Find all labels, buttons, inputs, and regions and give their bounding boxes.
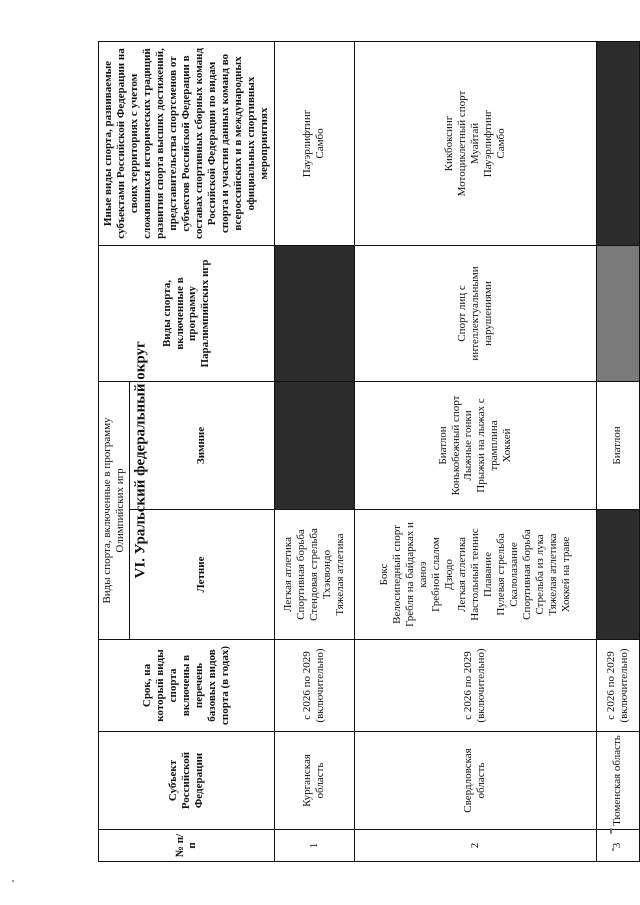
list-item: Хоккей [501,428,514,463]
row-winter [596,381,639,509]
row-subject: Курганская область [274,732,354,830]
list-item: Спортивная борьба [520,529,533,620]
row-other-empty [596,41,639,245]
list-item: Пулевая стрельба [494,533,507,616]
row-summer [354,510,596,640]
list-item: Биатлон [436,426,449,465]
list-item: Гребной слалом [430,537,443,612]
scan-speck [612,848,614,851]
header-summer: Летние [129,510,274,640]
list-item: Муайтай [468,122,481,165]
row-term: с 2026 по 2029 (включительно) [596,640,639,732]
list-item: Самбо [494,128,507,159]
list-item: Стрельба из лука [533,534,546,615]
list-item: Лыжные гонки [462,410,475,481]
row-winter-empty [274,381,354,509]
header-paralympic: Виды спорта, включенные в программу Паралимпийских игр [99,245,275,381]
list-item: Легкая атлетика [282,537,295,612]
list-item: Тяжелая атлетика [333,533,346,616]
scan-speck [12,880,14,882]
list-item: Тхэквондо [320,549,333,600]
row-num: 1 [274,830,354,862]
row-paralympic-empty [274,245,354,381]
header-subject: Субъект Российской Федерации [99,732,275,830]
row-paralympic [354,245,596,381]
list-item: Хоккей на траве [559,536,572,613]
header-num: № п/п [99,830,275,862]
header-olympic: Виды спорта, включенные в программу Олимпийских игр [99,381,130,639]
list-item: Настольный теннис [468,528,481,621]
list-item: Пауэрлифтинг [301,109,314,178]
list-item: Спортивная борьба [294,529,307,620]
row-term: с 2026 по 2029 (включительно) [354,640,596,732]
list-item: Бокс [378,563,391,586]
list-item: Биатлон [611,426,624,465]
header-term: Срок, на который виды спорта включены в перечень базовых видов спорта (в годах) [99,640,275,732]
list-item: Гребля на байдарках и каноэ [404,522,430,627]
list-item: Тяжелая атлетика [546,533,559,616]
header-other: Иные виды спорта, развиваемые субъектами Российской Федерации на своих территориях с учетом сложившихся исторических традиций развития спорта высших достижений, представительства спортсменов от субъектов Российской Федерации в составах спортивных сборных команд Российской Федерации по видам спорта и участия данных команд во всероссийских и в международных официальных спортивных мероприятиях [99,41,275,245]
row-summer [274,510,354,640]
list-item: Спорт лиц с интеллектуальными нарушениями [455,266,494,361]
row-winter [354,381,596,509]
list-item: Плавание [481,552,494,597]
list-item: Стендовая стрельба [307,528,320,621]
list-item: Мотоциклетный спорт [455,90,468,197]
row-paralympic-empty [596,245,639,381]
row-other [354,41,596,245]
section-title: VI. Уральский федеральный округ [132,341,149,579]
list-item: Пауэрлифтинг [481,109,494,178]
list-item: Прыжки на лыжах с трамплина [475,398,501,493]
row-subject: Тюменская область [596,732,639,830]
list-item: Велосипедный спорт [391,525,404,624]
row-term: с 2026 по 2029 (включительно) [274,640,354,732]
scan-speck [610,828,612,834]
sports-table [98,41,640,862]
table-row [596,41,639,861]
row-num: 2 [354,830,596,862]
row-other [274,41,354,245]
row-summer-empty [596,510,639,640]
header-row-1 [99,41,130,861]
rotated-table-container [98,42,628,862]
table-row [274,41,354,861]
list-item: Кикбоксинг [443,115,456,172]
row-num: 3 [596,830,639,862]
row-subject: Свердловская область [354,732,596,830]
list-item: Самбо [314,128,327,159]
header-winter: Зимние [129,381,274,509]
table-row [354,41,596,861]
list-item: Дзюдо [443,559,456,590]
list-item: Легкая атлетика [455,537,468,612]
list-item: Скалолазание [507,542,520,607]
list-item: Конькобежный спорт [449,395,462,496]
